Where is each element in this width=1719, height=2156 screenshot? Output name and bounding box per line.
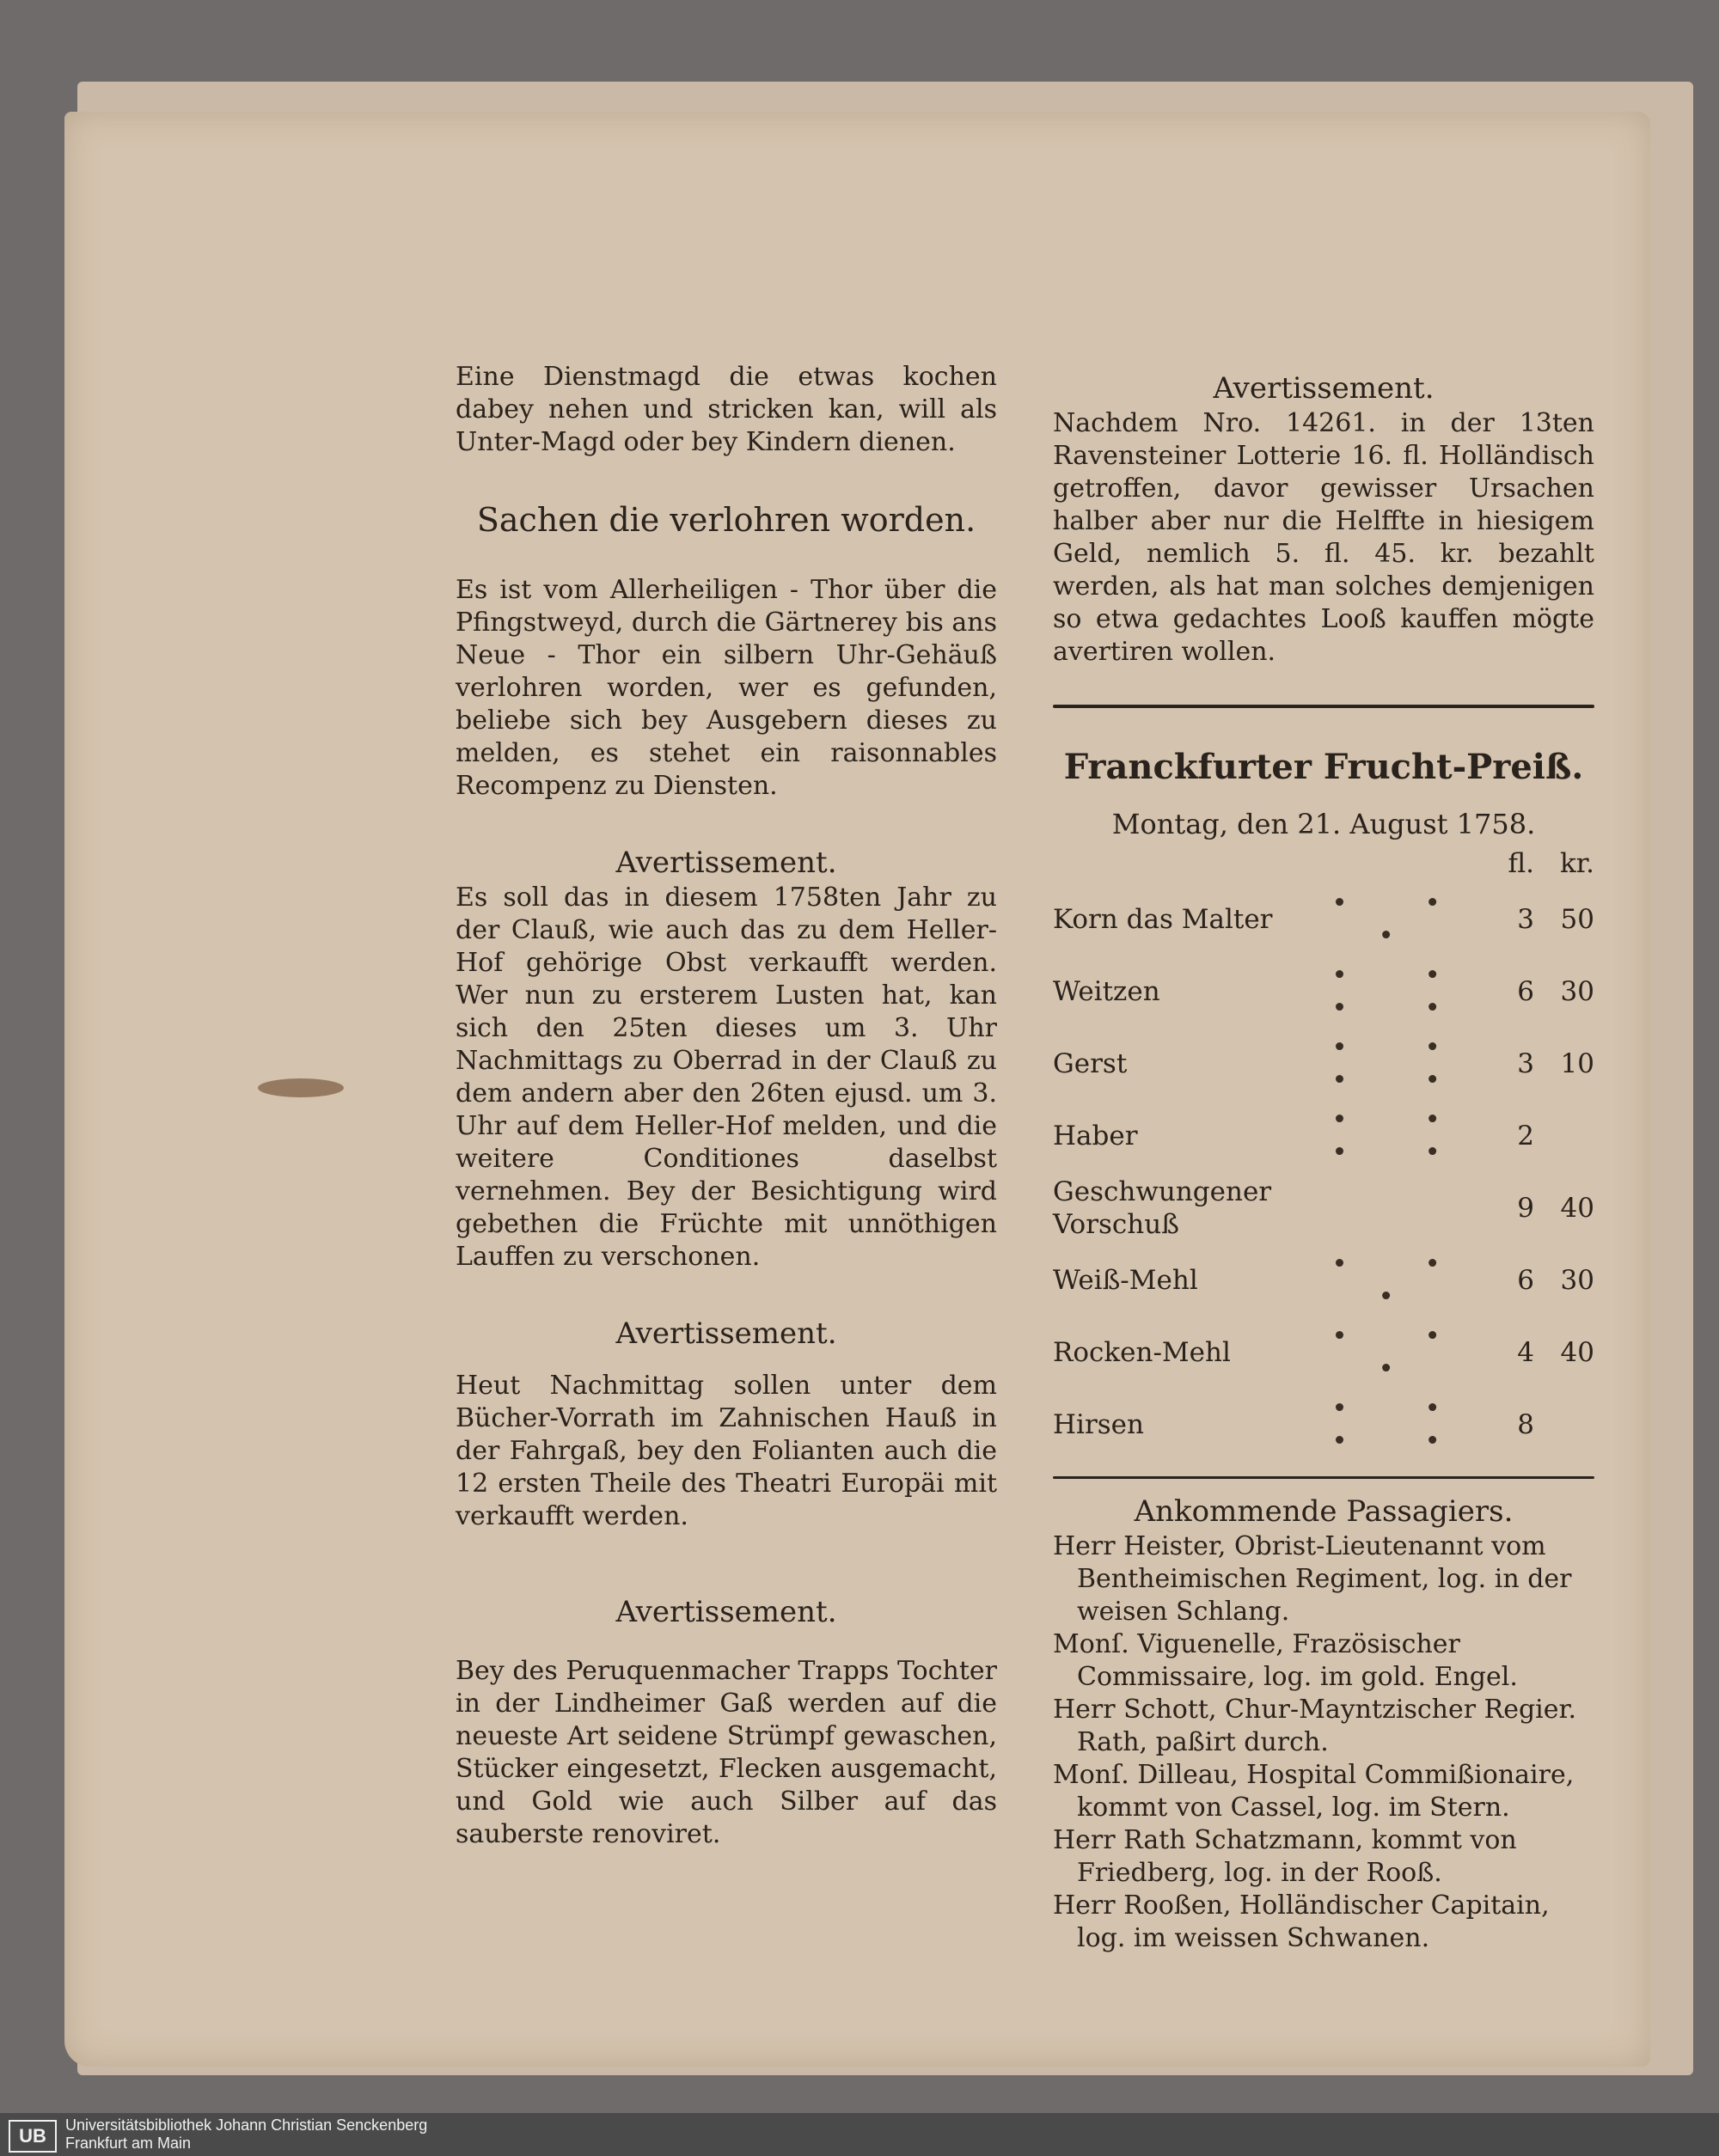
advertisement-3-heading: Avertissement. [615,1595,837,1629]
price-fl: 8 [1517,1409,1534,1440]
price-fl: 3 [1517,904,1534,935]
price-row [1053,883,1594,956]
lottery-advertisement-heading: Avertissement. [1213,371,1435,406]
kr-header: kr. [1559,848,1594,879]
library-logo: UB [9,2120,57,2153]
passenger-entry: Monſ. Viguenelle, Frazösischer Commissaire, log. im gold. Engel. [1053,1629,1518,1692]
passenger-entry: Herr Rath Schatzmann, kommt von Friedberg, log. in der Rooß. [1053,1825,1517,1888]
price-kr: 30 [1560,1265,1594,1296]
advertisement-3 [456,1593,997,1851]
price-kr [1534,1389,1594,1461]
passenger-entry: Monſ. Dilleau, Hospital Commißionaire, kommt von Cassel, log. im Stern. [1053,1760,1575,1823]
price-row [1053,1172,1594,1244]
price-kr: 40 [1560,1337,1594,1368]
price-row [1053,956,1594,1028]
price-fl: 3 [1517,1048,1534,1079]
paper-stain [258,1078,344,1097]
library-name [65,2116,427,2153]
fl-header: fl. [1508,848,1534,879]
library-name-line2: Frankfurt am Main [65,2135,192,2152]
passenger-list [1053,1530,1594,1955]
left-column [456,361,997,1892]
advertisement-2-text: Heut Nachmittag sollen unter dem Bücher-Vorrath im Zahnischen Hauß in der Fahrgaß, bey den Folianten auch die 12 ersten Theile des Theatri Europäi mit verkaufft werden. [456,1371,997,1531]
advertisement-3-text: Bey des Peruquenmacher Trapps Tochter in der Lindheimer Gaß werden auf die neueste Art seidene Strümpf gewaschen, Stücker eingesetzt, Flecken ausgemacht, und Gold wie auch Silber auf das sauberste renoviret. [456,1656,997,1849]
fruit-prices-section [1053,746,1594,1461]
price-leader-dots: • • • [1331,888,1475,951]
price-item-name: Hirsen [1053,1409,1144,1440]
price-item-name: Gerst [1053,1048,1128,1079]
price-row [1053,1028,1594,1100]
price-row [1053,1244,1594,1316]
passenger-entry: Herr Heister, Obrist-Lieutenannt vom Bentheimischen Regiment, log. in der weisen Schlang. [1053,1531,1572,1627]
price-item-name: Weitzen [1053,976,1160,1007]
advertisement-2-heading: Avertissement. [615,1316,837,1351]
maid-notice-text: Eine Dienstmagd die etwas kochen dabey nehen und stricken kan, will als Unter-Magd oder bey Kindern dienen. [456,362,997,457]
price-fl: 4 [1517,1337,1534,1368]
fruit-prices-title: Franckfurter Frucht-Preiß. [1063,747,1584,787]
price-kr: 30 [1560,976,1594,1007]
price-leader-dots: • • • [1331,1321,1475,1384]
passengers-heading: Ankommende Passagiers. [1134,1494,1514,1529]
advertisement-1-heading: Avertissement. [615,846,837,880]
price-leader-dots [1324,1172,1483,1244]
price-item-name: Weiß-Mehl [1053,1265,1198,1296]
lost-items-section [456,500,997,803]
price-kr: 40 [1560,1193,1594,1224]
price-leader-dots: • • • • [1331,1393,1475,1457]
price-item-name: Rocken-Mehl [1053,1337,1231,1368]
price-leader-dots: • • • • [1331,960,1475,1023]
library-name-line1: Universitätsbibliothek Johann Christian Senckenberg [65,2116,428,2134]
price-row [1053,1389,1594,1461]
price-fl: 6 [1517,976,1534,1007]
price-item-name: Geschwungener Vorschuß [1053,1176,1272,1240]
price-row [1053,1316,1594,1389]
lottery-advertisement [1053,370,1594,669]
price-leader-dots: • • • • [1331,1032,1475,1096]
passenger-entry: Herr Rooßen, Holländischer Capitain, log. im weissen Schwanen. [1053,1890,1550,1953]
fruit-prices-table [1053,844,1594,1461]
price-leader-dots: • • • • [1331,1104,1475,1168]
passenger-entry: Herr Schott, Chur-Mayntzischer Regier. Rath, paßirt durch. [1053,1695,1577,1757]
fruit-prices-date: Montag, den 21. August 1758. [1111,808,1536,840]
section-divider [1053,705,1594,708]
lost-items-heading: Sachen die verlohren worden. [476,501,976,539]
price-fl: 9 [1517,1193,1534,1224]
advertisement-1-text: Es soll das in diesem 1758ten Jahr zu der Clauß, wie auch das zu dem Heller-Hof gehörige Obst verkaufft werden. Wer nun zu ersterem Lusten hat, kan sich den 25ten dieses um 3. Uhr Nachmittags zu Oberrad in der Clauß zu dem andern aber den 26ten ejusd. um 3. Uhr auf dem Heller-Hof melden, und die weitere Conditiones daselbst vernehmen. Bey der Besichtigung wird gebethen die Früchte mit unnöthigen Lauffen zu verschonen. [456,883,997,1272]
advertisement-2 [456,1315,997,1533]
right-column [1053,370,1594,1955]
price-fl: 6 [1517,1265,1534,1296]
passengers-divider [1053,1476,1594,1479]
maid-notice [456,361,997,459]
price-item-name: Haber [1053,1121,1138,1151]
price-fl: 2 [1517,1121,1534,1151]
library-footer [0,2113,1719,2156]
price-table-header [1053,844,1594,883]
advertisement-1 [456,844,997,1273]
lost-items-text: Es ist vom Allerheiligen - Thor über die Pfingstweyd, durch die Gärtnerey bis ans Neue - Thor ein silbern Uhr-Gehäuß verlohren worden, wer es gefunden, beliebe sich bey Ausgebern dieses zu melden, es stehet ein raisonnables Recompenz zu Diensten. [456,575,997,801]
price-leader-dots: • • • [1331,1249,1475,1312]
price-kr: 10 [1560,1048,1594,1079]
price-kr: 50 [1560,904,1594,935]
passengers-section [1053,1493,1594,1955]
price-row [1053,1100,1594,1172]
lottery-advertisement-text: Nachdem Nro. 14261. in der 13ten Ravensteiner Lotterie 16. fl. Holländisch getroffen, davor gewisser Ursachen halber aber nur die Helffte in hiesigem Geld, nemlich 5. fl. 45. kr. bezahlt werden, als hat man solches demjenigen so etwa gedachtes Looß kauffen mögte avertiren wollen. [1053,408,1594,667]
price-kr [1534,1100,1594,1172]
price-item-name: Korn das Malter [1053,904,1273,935]
